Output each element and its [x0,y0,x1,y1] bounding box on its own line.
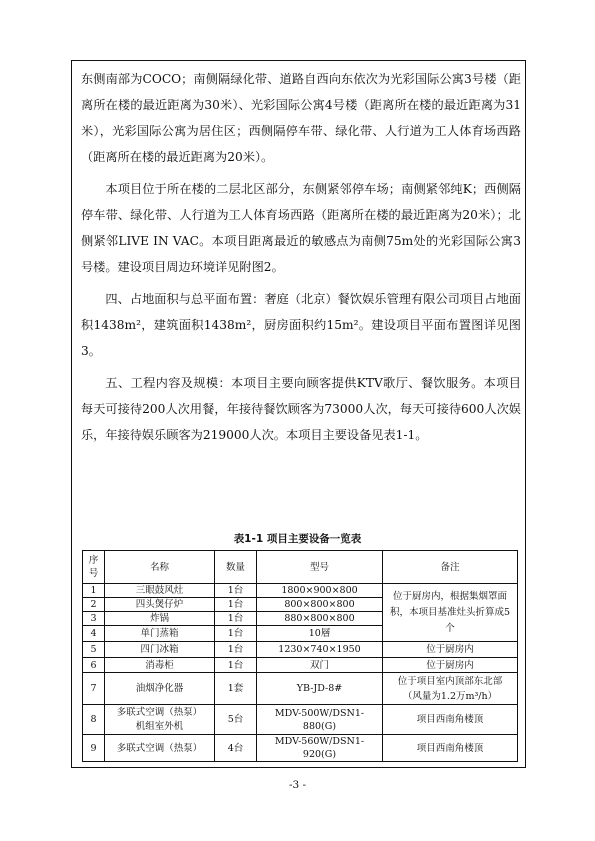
table-caption: 表1-1 项目主要设备一览表 [233,533,362,545]
table-row [83,642,518,658]
cell-note: 位于项目室内顶部东北部（风量为1.2万m³/h） [383,673,518,705]
cell-no: 4 [83,626,105,642]
cell-model: 880×800×800 [257,612,383,626]
page-number: -3 - [288,779,307,791]
header-note: 备注 [383,551,518,584]
header-no: 序号 [83,551,105,584]
body-text [81,66,521,454]
cell-qty: 1台 [215,598,257,612]
cell-qty: 1台 [215,584,257,598]
cell-model: 10層 [257,626,383,642]
paragraph-2: 本项目位于所在楼的二层北区部分，东侧紧邻停车场；南侧紧邻纯K；西侧隔停车带、绿化带、人行道为工人体育场西路（距离所在楼的最近距离为20米）；北侧紧邻LIVE IN VAC。本项目距离最近的敏感点为南侧75m处的光彩国际公寓3号楼。建设项目周边环境详见附图2。 [81,182,521,274]
cell-qty: 1台 [215,612,257,626]
paragraph-4: 五、工程内容及规模：本项目主要向顾客提供KTV歌厅、餐饮服务。本项目每天可接待200人次用餐，年接待餐饮顾客为73000人次，每天可接待600人次娱乐，年接待娱乐顾客为219000人次。本项目主要设备见表1-1。 [81,376,521,442]
table-row [83,658,518,673]
cell-merged-note: 位于厨房内，根据集烟罩面积，本项目基准灶头折算成5个 [383,584,518,642]
table-header-row [83,551,518,584]
cell-name: 多联式空调（热泵）机组室外机 [105,705,215,735]
table-row [83,735,518,762]
cell-model: 1800×900×800 [257,584,383,598]
cell-note: 项目西南角楼顶 [383,705,518,735]
cell-no: 8 [83,705,105,735]
cell-no: 5 [83,642,105,658]
cell-no: 9 [83,735,105,762]
cell-model: 1230×740×1950 [257,642,383,658]
cell-name: 四头煲仔炉 [105,598,215,612]
header-qty: 数量 [215,551,257,584]
cell-qty: 1台 [215,658,257,673]
cell-note: 位于厨房内 [383,642,518,658]
cell-no: 1 [83,584,105,598]
cell-model: MDV-500W/DSN1-880(G) [257,705,383,735]
cell-qty: 1台 [215,642,257,658]
cell-name: 炸锅 [105,612,215,626]
cell-qty: 1台 [215,626,257,642]
cell-qty: 4台 [215,735,257,762]
equipment-table [82,550,518,762]
cell-model: 800×800×800 [257,598,383,612]
cell-model: 双门 [257,658,383,673]
cell-model: MDV-560W/DSN1-920(G) [257,735,383,762]
cell-name: 单门蒸箱 [105,626,215,642]
table-row [83,673,518,705]
cell-name: 油烟净化器 [105,673,215,705]
cell-note: 位于厨房内 [383,658,518,673]
table-row [83,584,518,598]
paragraph-1: 东侧南部为COCO；南侧隔绿化带、道路自西向东依次为光彩国际公寓3号楼（距离所在楼的最近距离为30米）、光彩国际公寓4号楼（距离所在楼的最近距离为31米），光彩国际公寓为居住区；西侧隔停车带、绿化带、人行道为工人体育场西路（距离所在楼的最近距离为20米）。 [81,72,521,164]
cell-qty: 5台 [215,705,257,735]
cell-name: 消毒柜 [105,658,215,673]
cell-no: 3 [83,612,105,626]
cell-no: 7 [83,673,105,705]
header-model: 型号 [257,551,383,584]
cell-name: 多联式空调（热泵） [105,735,215,762]
cell-note: 项目西南角楼顶 [383,735,518,762]
cell-name: 四门冰箱 [105,642,215,658]
cell-no: 2 [83,598,105,612]
header-name: 名称 [105,551,215,584]
cell-model: YB-JD-8# [257,673,383,705]
cell-no: 6 [83,658,105,673]
paragraph-3: 四、占地面积与总平面布置：奢庭（北京）餐饮娱乐管理有限公司项目占地面积1438m²，建筑面积1438m²，厨房面积约15m²。建设项目平面布置图详见图3。 [81,292,521,358]
cell-qty: 1套 [215,673,257,705]
cell-name: 三眼鼓风灶 [105,584,215,598]
table-row [83,705,518,735]
